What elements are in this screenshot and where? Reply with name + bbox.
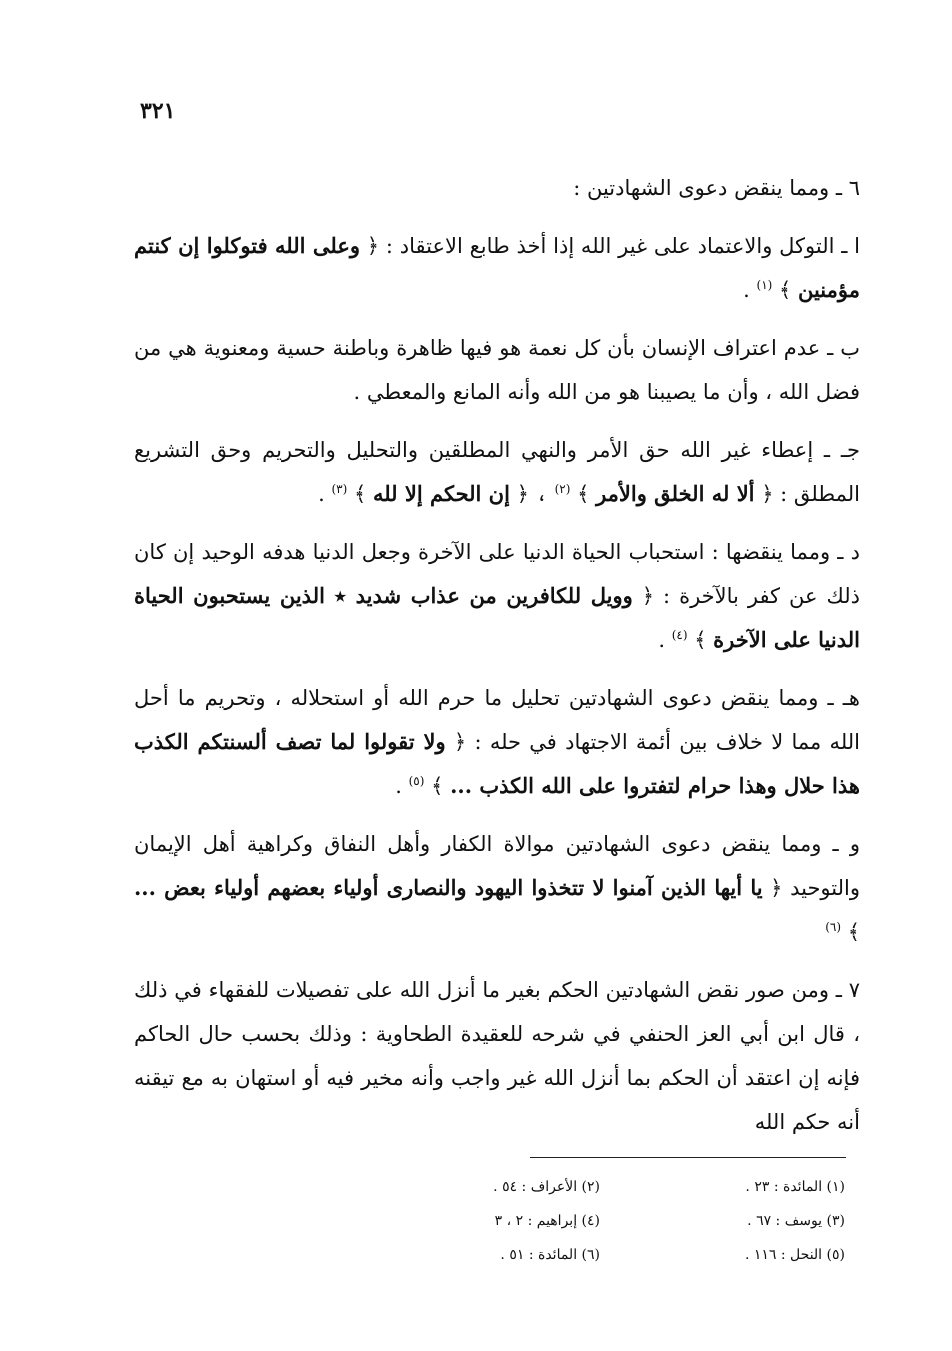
text-segment: ، ﴿	[509, 482, 555, 506]
footnote-row	[355, 1204, 845, 1238]
text-segment: جـ ـ إعطاء غير الله حق الأمر والنهي المطلقين والتحليل والتحريم وحق التشريع المطلق : ﴿	[134, 438, 860, 506]
paragraph	[134, 326, 860, 414]
main-text	[134, 166, 860, 1158]
paragraph	[134, 676, 860, 808]
text-segment: ا ـ التوكل والاعتماد على غير الله إذا أخذ طابع الاعتقاد : ﴿	[360, 234, 860, 258]
footnote: (٤) إبراهيم : ٢ ، ٣	[494, 1213, 600, 1229]
footnote: (٥) النحل : ١١٦ .	[744, 1247, 845, 1263]
text-segment: .	[395, 774, 409, 798]
quran-quote: وعلى الله فتوكلوا إن كنتم مؤمنين	[134, 233, 860, 302]
quran-quote: ألا له الخلق والأمر	[596, 481, 755, 506]
text-segment: ﴾	[347, 482, 373, 506]
footnote: (٣) يوسف : ٦٧ .	[747, 1213, 845, 1229]
text-segment: ﴾	[772, 278, 798, 302]
quran-quote: يا أيها الذين آمنوا لا تتخذوا اليهود والنصارى أولياء بعضهم أولياء بعض ...	[134, 875, 763, 900]
quran-quote: إن الحكم إلا لله	[372, 481, 510, 506]
paragraph	[134, 166, 860, 210]
footnotes	[355, 1170, 845, 1272]
text-segment: ب ـ عدم اعتراف الإنسان بأن كل نعمة هو فيها ظاهرة وباطنة حسية ومعنوية هي من فضل الله ، وأن ما يصيبنا هو من الله وأنه المانع والمعطي .	[134, 336, 860, 404]
text-segment: .	[318, 482, 332, 506]
text-segment: .	[743, 278, 757, 302]
text-segment: ﴾	[424, 774, 451, 798]
text-segment: ٧ ـ ومن صور نقض الشهادتين الحكم بغير ما أنزل الله على تفصيلات للفقهاء في ذلك ، قال ابن أبي العز الحنفي في شرحه للعقيدة الطحاوية : وذلك بحسب حال الحاكم فإنه إن اعتقد أن الحكم بما أنزل الله غير واجب وأنه مخير فيه أو استهان به مع تيقنه أنه حكم الله	[134, 978, 860, 1134]
text-segment: ٦ ـ ومما ينقض دعوى الشهادتين :	[573, 176, 860, 200]
paragraph	[134, 428, 860, 516]
quran-quote: وويل للكافرين من عذاب شديد ٭ الذين يستحبون الحياة الدنيا على الآخرة	[134, 583, 860, 652]
text-segment: .	[658, 628, 672, 652]
paragraph	[134, 822, 860, 954]
paragraph	[134, 968, 860, 1144]
text-segment: ﴾	[687, 628, 714, 652]
text-segment: ﴾	[841, 920, 860, 944]
page-number: ٣٢١	[140, 98, 176, 124]
text-segment: و ـ ومما ينقض دعوى الشهادتين موالاة الكفار وأهل النفاق وكراهية أهل الإيمان والتوحيد ﴿	[134, 832, 860, 900]
footnote-row	[355, 1170, 845, 1204]
footnote-ref: (٢)	[554, 482, 571, 496]
quran-quote: ولا تقولوا لما تصف ألسنتكم الكذب هذا حلال وهذا حرام لتفتروا على الله الكذب ...	[134, 729, 860, 798]
footnote: (٢) الأعراف : ٥٤ .	[493, 1179, 600, 1195]
footnote-ref: (٥)	[408, 774, 425, 788]
footnote-ref: (٦)	[825, 920, 842, 934]
footnote-ref: (٤)	[671, 628, 688, 642]
footnote-row	[355, 1238, 845, 1272]
text-segment: هـ ـ ومما ينقض دعوى الشهادتين تحليل ما حرم الله أو استحلاله ، وتحريم ما أحل الله مما لا خلاف بين أئمة الاجتهاد في حله : ﴿	[134, 686, 861, 754]
footnote-ref: (٣)	[331, 482, 348, 496]
text-segment: د ـ ومما ينقضها : استحباب الحياة الدنيا على الآخرة وجعل الدنيا هدفه الوحيد إن كان ذلك عن كفر بالآخرة : ﴿	[134, 540, 860, 608]
footnote: (٦) المائدة : ٥١ .	[500, 1247, 600, 1263]
text-segment: ﴾	[570, 482, 597, 506]
footnote-ref: (١)	[756, 278, 773, 292]
paragraph	[134, 224, 860, 312]
paragraph	[134, 530, 860, 662]
footnote: (١) المائدة : ٢٣ .	[745, 1179, 845, 1195]
footnote-divider	[530, 1157, 846, 1158]
